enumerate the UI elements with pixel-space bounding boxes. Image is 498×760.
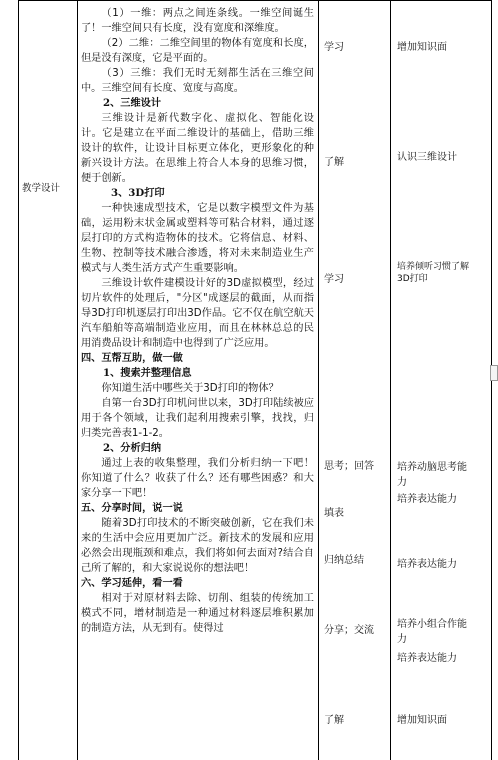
table-border-top bbox=[18, 0, 492, 1]
section-heading: 五、分享时间，说一说 bbox=[81, 502, 183, 514]
intent-cell: 增加知识面 bbox=[397, 715, 447, 726]
activity-cell: 学习 bbox=[324, 42, 344, 53]
paragraph: 三维设计是新代数字化、虚拟化、智能化设计。它是建立在平面二维设计的基础上，借助三维设计的软件，让设计目标更立体化，更形象化的种新兴设计方法。在思维上符合人本身的思维习惯，便于创新。 bbox=[81, 113, 314, 184]
paragraph: 你知道生活中哪些关于3D打印的物体？ bbox=[101, 383, 279, 394]
paragraph: （1）一维：两点之间连条线。一维空间诞生了！一维空间只有长度，没有宽度和深维度。 bbox=[81, 8, 314, 34]
intent-cell: 培养小组合作能力 bbox=[397, 619, 467, 645]
section-heading: 四、互帮互助，做一做 bbox=[81, 352, 183, 364]
column-divider bbox=[318, 0, 319, 760]
intent-cell: 培养表达能力 bbox=[397, 559, 457, 570]
intent-cell: 增加知识面 bbox=[397, 42, 447, 53]
intent-cell: 培养表达能力 bbox=[397, 494, 457, 505]
lesson-content bbox=[81, 6, 314, 636]
intent-cell: 培养倾听习惯了解3D打印 bbox=[397, 262, 470, 284]
section-heading: 2、分析归纳 bbox=[103, 442, 162, 454]
activity-cell: 思考；回答 bbox=[324, 461, 374, 472]
activity-cell: 学习 bbox=[324, 274, 344, 285]
intent-cell: 认识三维设计 bbox=[397, 152, 457, 163]
row-label-cell bbox=[18, 0, 77, 760]
intent-cell: 培养表达能力 bbox=[397, 653, 457, 664]
activity-cell: 分享；交流 bbox=[324, 625, 374, 636]
row-label: 教学设计 bbox=[22, 183, 61, 194]
paragraph: 一种快速成型技术，它是以数字模型文件为基础，运用粉末状金属或塑料等可粘合材料，通过逐层打印的方式构造物体的技术。它将信息、材料、生物、控制等技术融合渗透，将对未来制造业生产模式与人类生活方式产生重要影响。 bbox=[81, 203, 314, 274]
column-divider bbox=[77, 0, 78, 760]
paragraph: 自第一台3D打印机问世以来，3D打印陆续被应用于各个领域，让我们起利用搜索引擎，找找，归归类完善表1-1-2。 bbox=[81, 398, 314, 439]
page-edge-marker bbox=[490, 365, 498, 381]
section-heading: 3、3D打印 bbox=[111, 187, 165, 199]
activity-cell: 填表 bbox=[324, 508, 344, 519]
paragraph: 三维设计软件建模设计好的3D虚拟模型，经过切片软件的处理后，"分区"成逐层的截面，从而指导3D打印机逐层打印出3D作品。它不仅在航空航天汽车船舶等高端制造业应用，而且在林林总总的民用消费品设计和制造中也得到了广泛应用。 bbox=[81, 278, 314, 349]
section-heading: 2、三维设计 bbox=[103, 97, 162, 109]
intent-cell: 培养动脑思考能力 bbox=[397, 462, 467, 488]
paragraph: 相对于对原材料去除、切削、组装的传统加工模式不同，增材制造是一种通过材料逐层堆积累加的制造方法，从无到有。使得过 bbox=[81, 593, 314, 634]
section-heading: 六、学习延伸，看一看 bbox=[81, 577, 183, 589]
paragraph: （2）二维：二维空间里的物体有宽度和长度，但是没有深度，它是平面的。 bbox=[81, 38, 314, 64]
section-heading: 1、搜索并整理信息 bbox=[103, 367, 192, 379]
activity-cell: 归纳总结 bbox=[324, 555, 364, 566]
paragraph: （3）三维：我们无时无刻都生活在三维空间中。三维空间有长度、宽度与高度。 bbox=[81, 68, 314, 94]
paragraph: 通过上表的收集整理，我们分析归纳一下吧！你知道了什么？收获了什么？还有哪些困惑？和大家分享一下吧！ bbox=[81, 458, 314, 499]
paragraph: 随着3D打印技术的不断突破创新，它在我们未来的生活中会应用更加广泛。新技术的发展和应用必然会出现瓶颈和难点，我们将如何去面对?结合自己所了解的，和大家说说你的想法吧！ bbox=[81, 518, 314, 574]
column-divider bbox=[390, 0, 391, 760]
activity-cell: 了解 bbox=[324, 157, 344, 168]
activity-cell: 了解 bbox=[324, 715, 344, 726]
